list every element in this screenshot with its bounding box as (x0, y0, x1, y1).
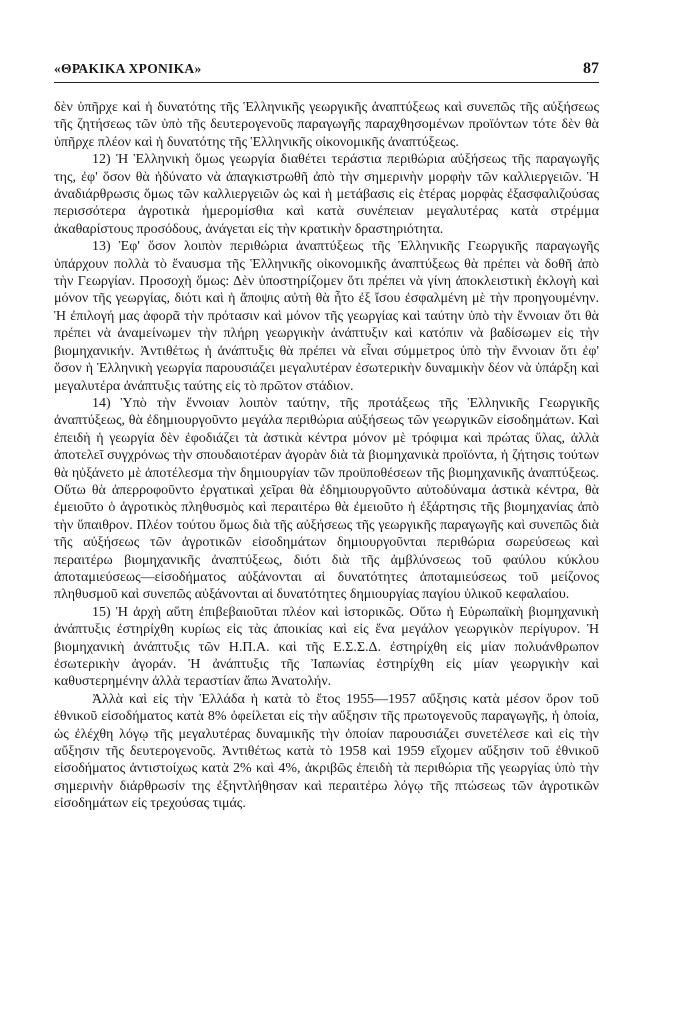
paragraph-12: 12) Ἡ Ἑλληνικὴ ὅμως γεωργία διαθέτει τεράστια περιθώρια αὐξήσεως τῆς παραγωγῆς της, ἐφ' ὅσον θὰ ἠδύνατο νὰ ἀπαγκιστρωθῆ ἀπὸ τὴν σημερινὴν μορφὴν τῶν καλλιεργειῶν. Ἡ ἀναδιάρθρωσις ὅμως τῶν καλλιεργειῶν ὡς καὶ ἡ μετάβασις εἰς ἑτέρας μορφὰς ἐξασφαλιζούσας περισσότερα ἀγροτικὰ ἡμερομίσθια καὶ κατὰ συνέπειαν μεγαλυτέρας κατὰ στρέμμα ἀκαθαρίστους προσόδους, ἀνάγεται εἰς τὴν κρατικὴν δραστηριότητα. (54, 152, 599, 237)
paragraph-13: 13) Ἐφ' ὅσον λοιπὸν περιθώρια ἀναπτύξεως τῆς Ἑλληνικῆς Γεωργικῆς παραγωγῆς ὑπάρχουν πολλὰ τὸ ἔναυσμα τῆς Ἑλληνικῆς οἰκονομικῆς ἀναπτύξεως θὰ πρέπει νὰ δοθῆ ἀπὸ τὴν Γεωργίαν. Προσοχὴ ὅμως: Δὲν ὑποστηρίζομεν ὅτι πρέπει νὰ γίνη ἀποκλειστικὴ ἐκλογὴ καὶ μόνον τῆς γεωργίας, διότι καὶ ἡ ἄποψις αὐτὴ θὰ ἦτο ἐξ ἴσου ἐσφαλμένη μὲ τὴν προηγουμένην. Ἡ ἐπιλογή μας ἀφορᾶ τὴν πρότασιν καὶ μόνον τῆς γεωργίας καὶ ταύτην ὑπὸ τὴν ἔννοιαν ὅτι θὰ πρέπει νὰ ἀναμείνωμεν τὴν πλήρη γεωργικὴν ἀνάπτυξιν καὶ κατόπιν νὰ βαδίσωμεν εἰς τὴν βιομηχανικήν. Ἀντιθέτως ἡ ἀνάπτυξις θὰ πρέπει νὰ εἶναι σύμμετρος ὑπὸ τὴν ἔννοιαν ὅτι ἐφ' ὅσον ἡ Ἑλληνικὴ γεωργία παρουσιάζει μεγαλυτέραν ἐσωτερικὴν δυναμικὴν δέον νὰ ὑπάρξη καὶ μεγαλυτέρα ἀνάπτυξις ταύτης εἰς τὸ πρῶτον στάδιον. (54, 239, 599, 394)
paragraph-continuation: δὲν ὑπῆρχε καὶ ἡ δυνατότης τῆς Ἑλληνικῆς γεωργικῆς ἀναπτύξεως καὶ συνεπῶς τῆς αὐξήσεως τῆς ζητήσεως τῶν ὑπὸ τῆς δευτερογενοῦς παραγωγῆς παραχθησομένων προϊόντων τότε δὲν θὰ ὑπῆρχε πλέον καὶ ἡ δυνατότης τῆς Ἑλληνικῆς οἰκονομικῆς ἀναπτύξεως. (54, 100, 599, 150)
book-page (54, 50, 599, 813)
page-number: 87 (583, 60, 599, 77)
page-header (54, 60, 599, 83)
paragraph-greece: Ἀλλὰ καὶ εἰς τὴν Ἑλλάδα ἡ κατὰ τὸ ἔτος 1955—1957 αὔξησις κατὰ μέσον ὅρον τοῦ ἐθνικοῦ εἰσοδήματος κατὰ 8% ὀφείλεται εἰς τὴν αὔξησιν τῆς πρωτογενοῦς παραγωγῆς, ἡ ὁποία, ὡς ἐλέχθη λόγῳ τῆς μεγαλυτέρας δυναμικῆς τὴν ὁποίαν παρουσιάζει συνετέλεσε καὶ εἰς τὴν αὔξησιν τῆς δευτερογενοῦς. Ἀντιθέτως κατὰ τὸ 1958 καὶ 1959 εἴχομεν αὔξησιν τοῦ ἐθνικοῦ εἰσοδήματος ἀντιστοίχως κατὰ 2% καὶ 4%, ἀκριβῶς ἐπειδὴ τὰ περιθώρια τῆς γεωργίας ὑπὸ τὴν σημερινὴν διάρθρωσίν της ἐξηντλήθησαν καὶ περαιτέρω λόγῳ τῆς πτώσεως τῶν ἀγροτικῶν εἰσοδημάτων εἰς τρεχούσας τιμάς. (54, 691, 599, 812)
running-title: «ΘΡΑΚΙΚΑ ΧΡΟΝΙΚΑ» (54, 61, 202, 76)
paragraph-14: 14) Ὑπὸ τὴν ἔννοιαν λοιπὸν ταύτην, τῆς προτάξεως τῆς Ἑλληνικῆς Γεωργικῆς ἀναπτύξεως, θὰ ἐδημιουργοῦντο μεγάλα περιθώρια αὐξήσεως τῶν γεωργικῶν εἰσοδημάτων. Καὶ ἐπειδὴ ἡ γεωργία δὲν ἐφοδιάζει τὰ ἀστικὰ κέντρα μόνον μὲ τρόφιμα καὶ πρώτας ὕλας, ἀλλὰ ἀποτελεῖ συγχρόνως τὴν σπουδαιοτέραν ἀγορὰν διὰ τὰ βιομηχανικὰ προϊόντα, ἡ ζήτησις τούτων θὰ ηὐξάνετο μὲ ἀποτέλεσμα τὴν δημιουργίαν τῶν προϋποθέσεων τῆς βιομηχανικῆς ἀναπτύξεως. Οὕτω θὰ ἀπερροφοῦντο ἐργατικαὶ χεῖραι θὰ ἐδημιουργοῦντο αὐτοδύναμα ἀστικὰ κέντρα, θὰ ἐμειοῦτο ὁ ἀγροτικὸς πληθυσμὸς καὶ περαιτέρω θὰ ἐμειοῦτο ἡ ἐξάρτησις τῆς βιομηχανίας ἀπὸ τὴν ὕπαιθρον. Πλέον τούτου ὅμως διὰ τῆς αὐξήσεως τῆς γεωργικῆς παραγωγῆς καὶ συνεπῶς διὰ τῆς αὐξήσεως τῶν ἀγροτικῶν εἰσοδημάτων δημιουργοῦνται περιθώρια σωρεύσεως καὶ περαιτέρω βιομηχανικῆς ἀναπτύξεως, διότι διὰ τῆς ἀμβλύνσεως τοῦ φαύλου κύκλου ἀποταμιεύσεως—εἰσοδήματος αὐξάνονται αἱ δυνατότητες ἀποταμιεύσεως τοῦ μείζονος πληθυσμοῦ καὶ συνεπῶς αὐξάνονται αἱ δυνατότητες δημιουργίας παγίου ὑλικοῦ κεφαλαίου. (54, 395, 599, 603)
paragraph-15: 15) Ἡ ἀρχὴ αὕτη ἐπιβεβαιοῦται πλέον καὶ ἱστορικῶς. Οὕτω ἡ Εὐρωπαϊκὴ βιομηχανικὴ ἀνάπτυξις ἐστηρίχθη κυρίως εἰς τὰς ἀποικίας καὶ εἰς ἕνα μεγάλον γεωργικὸν περίγυρον. Ἡ βιομηχανικὴ ἀνάπτυξις τῶν Η.Π.Α. καὶ τῆς Ε.Σ.Σ.Δ. ἐστηρίχθη εἰς μίαν πολυάνθρωπον ἐσωτερικὴν ἀγοράν. Ἡ ἀνάπτυξις τῆς Ἰαπωνίας ἐστηρίχθη εἰς μίαν γεωργικὴν καὶ καθυστερημένην ἀλλὰ τεραστίαν ἄπω Ἀνατολήν. (54, 604, 599, 690)
body-text (54, 99, 599, 813)
